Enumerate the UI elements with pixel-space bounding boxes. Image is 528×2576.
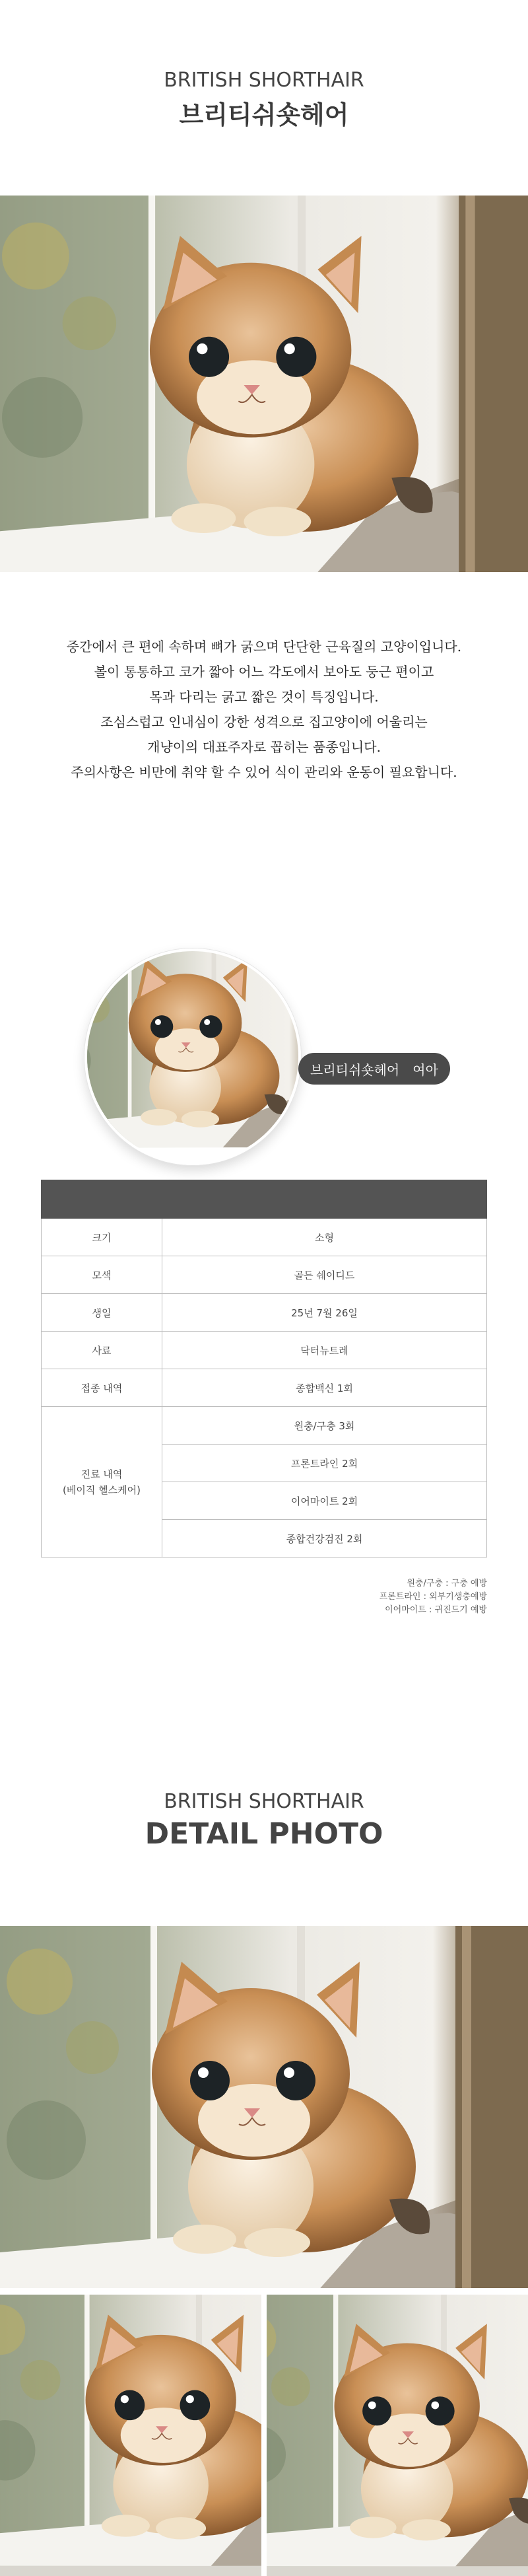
table-row xyxy=(42,1332,487,1369)
row-label: 사료 xyxy=(42,1332,162,1369)
detail-photo-left xyxy=(0,2295,261,2576)
profile-breed: 브리티쉬숏헤어 xyxy=(310,1061,400,1078)
table-row xyxy=(42,1369,487,1407)
profile-name-badge xyxy=(298,1053,450,1085)
intro-header xyxy=(0,69,528,131)
pet-info-table xyxy=(41,1180,487,1557)
detail-eyebrow: BRITISH SHORTHAIR xyxy=(164,1790,364,1813)
care-value: 프론트라인 2회 xyxy=(162,1445,487,1482)
hero-photo xyxy=(0,196,528,572)
description-line: 주의사항은 비만에 취약 할 수 있어 식이 관리와 운동이 필요합니다. xyxy=(71,764,457,780)
table-row xyxy=(42,1407,487,1445)
note-line: 프론트라인 : 외부기생충예방 xyxy=(379,1592,487,1602)
care-value: 이어마이트 2회 xyxy=(162,1482,487,1520)
intro-title: 브리티쉬숏헤어 xyxy=(179,100,349,129)
detail-title: DETAIL PHOTO xyxy=(145,1817,383,1851)
care-label-line: 진료 내역 xyxy=(81,1468,123,1480)
care-notes xyxy=(380,1577,487,1617)
profile-sex: 여아 xyxy=(412,1061,438,1078)
table-row xyxy=(42,1294,487,1332)
row-value: 25년 7월 26일 xyxy=(162,1294,487,1332)
detail-photo-large xyxy=(0,1926,528,2288)
description-line: 개냥이의 대표주자로 꼽히는 품종입니다. xyxy=(147,739,381,755)
row-value: 닥터뉴트레 xyxy=(162,1332,487,1369)
row-label: 생일 xyxy=(42,1294,162,1332)
table-header-row xyxy=(42,1180,487,1219)
care-value: 종합건강검진 2회 xyxy=(162,1520,487,1557)
description-line: 목과 다리는 굵고 짧은 것이 특징입니다. xyxy=(149,689,379,705)
profile-photo xyxy=(84,948,302,1166)
description-line: 볼이 통통하고 코가 짧아 어느 각도에서 보아도 둥근 편이고 xyxy=(94,664,434,680)
row-value: 종합백신 1회 xyxy=(162,1369,487,1407)
detail-header xyxy=(0,1790,528,1851)
row-label: 접종 내역 xyxy=(42,1369,162,1407)
description-line: 조심스럽고 인내심이 강한 성격으로 집고양이에 어울리는 xyxy=(100,714,428,730)
care-value: 원충/구충 3회 xyxy=(162,1407,487,1445)
description-line: 중간에서 큰 편에 속하며 뼈가 굵으며 단단한 근육질의 고양이입니다. xyxy=(66,639,462,655)
table-row xyxy=(42,1256,487,1294)
table-row xyxy=(42,1219,487,1256)
note-line: 이어마이트 : 귀진드기 예방 xyxy=(385,1605,487,1615)
row-value: 골든 쉐이디드 xyxy=(162,1256,487,1294)
row-value: 소형 xyxy=(162,1219,487,1256)
note-line: 원충/구충 : 구충 예방 xyxy=(407,1579,487,1589)
detail-photo-right xyxy=(267,2295,528,2576)
care-label-line: (베이직 헬스케어) xyxy=(63,1484,141,1496)
row-label: 크기 xyxy=(42,1219,162,1256)
care-label xyxy=(42,1407,162,1557)
breed-description xyxy=(0,634,528,785)
row-label: 모색 xyxy=(42,1256,162,1294)
intro-eyebrow: BRITISH SHORTHAIR xyxy=(164,69,364,92)
